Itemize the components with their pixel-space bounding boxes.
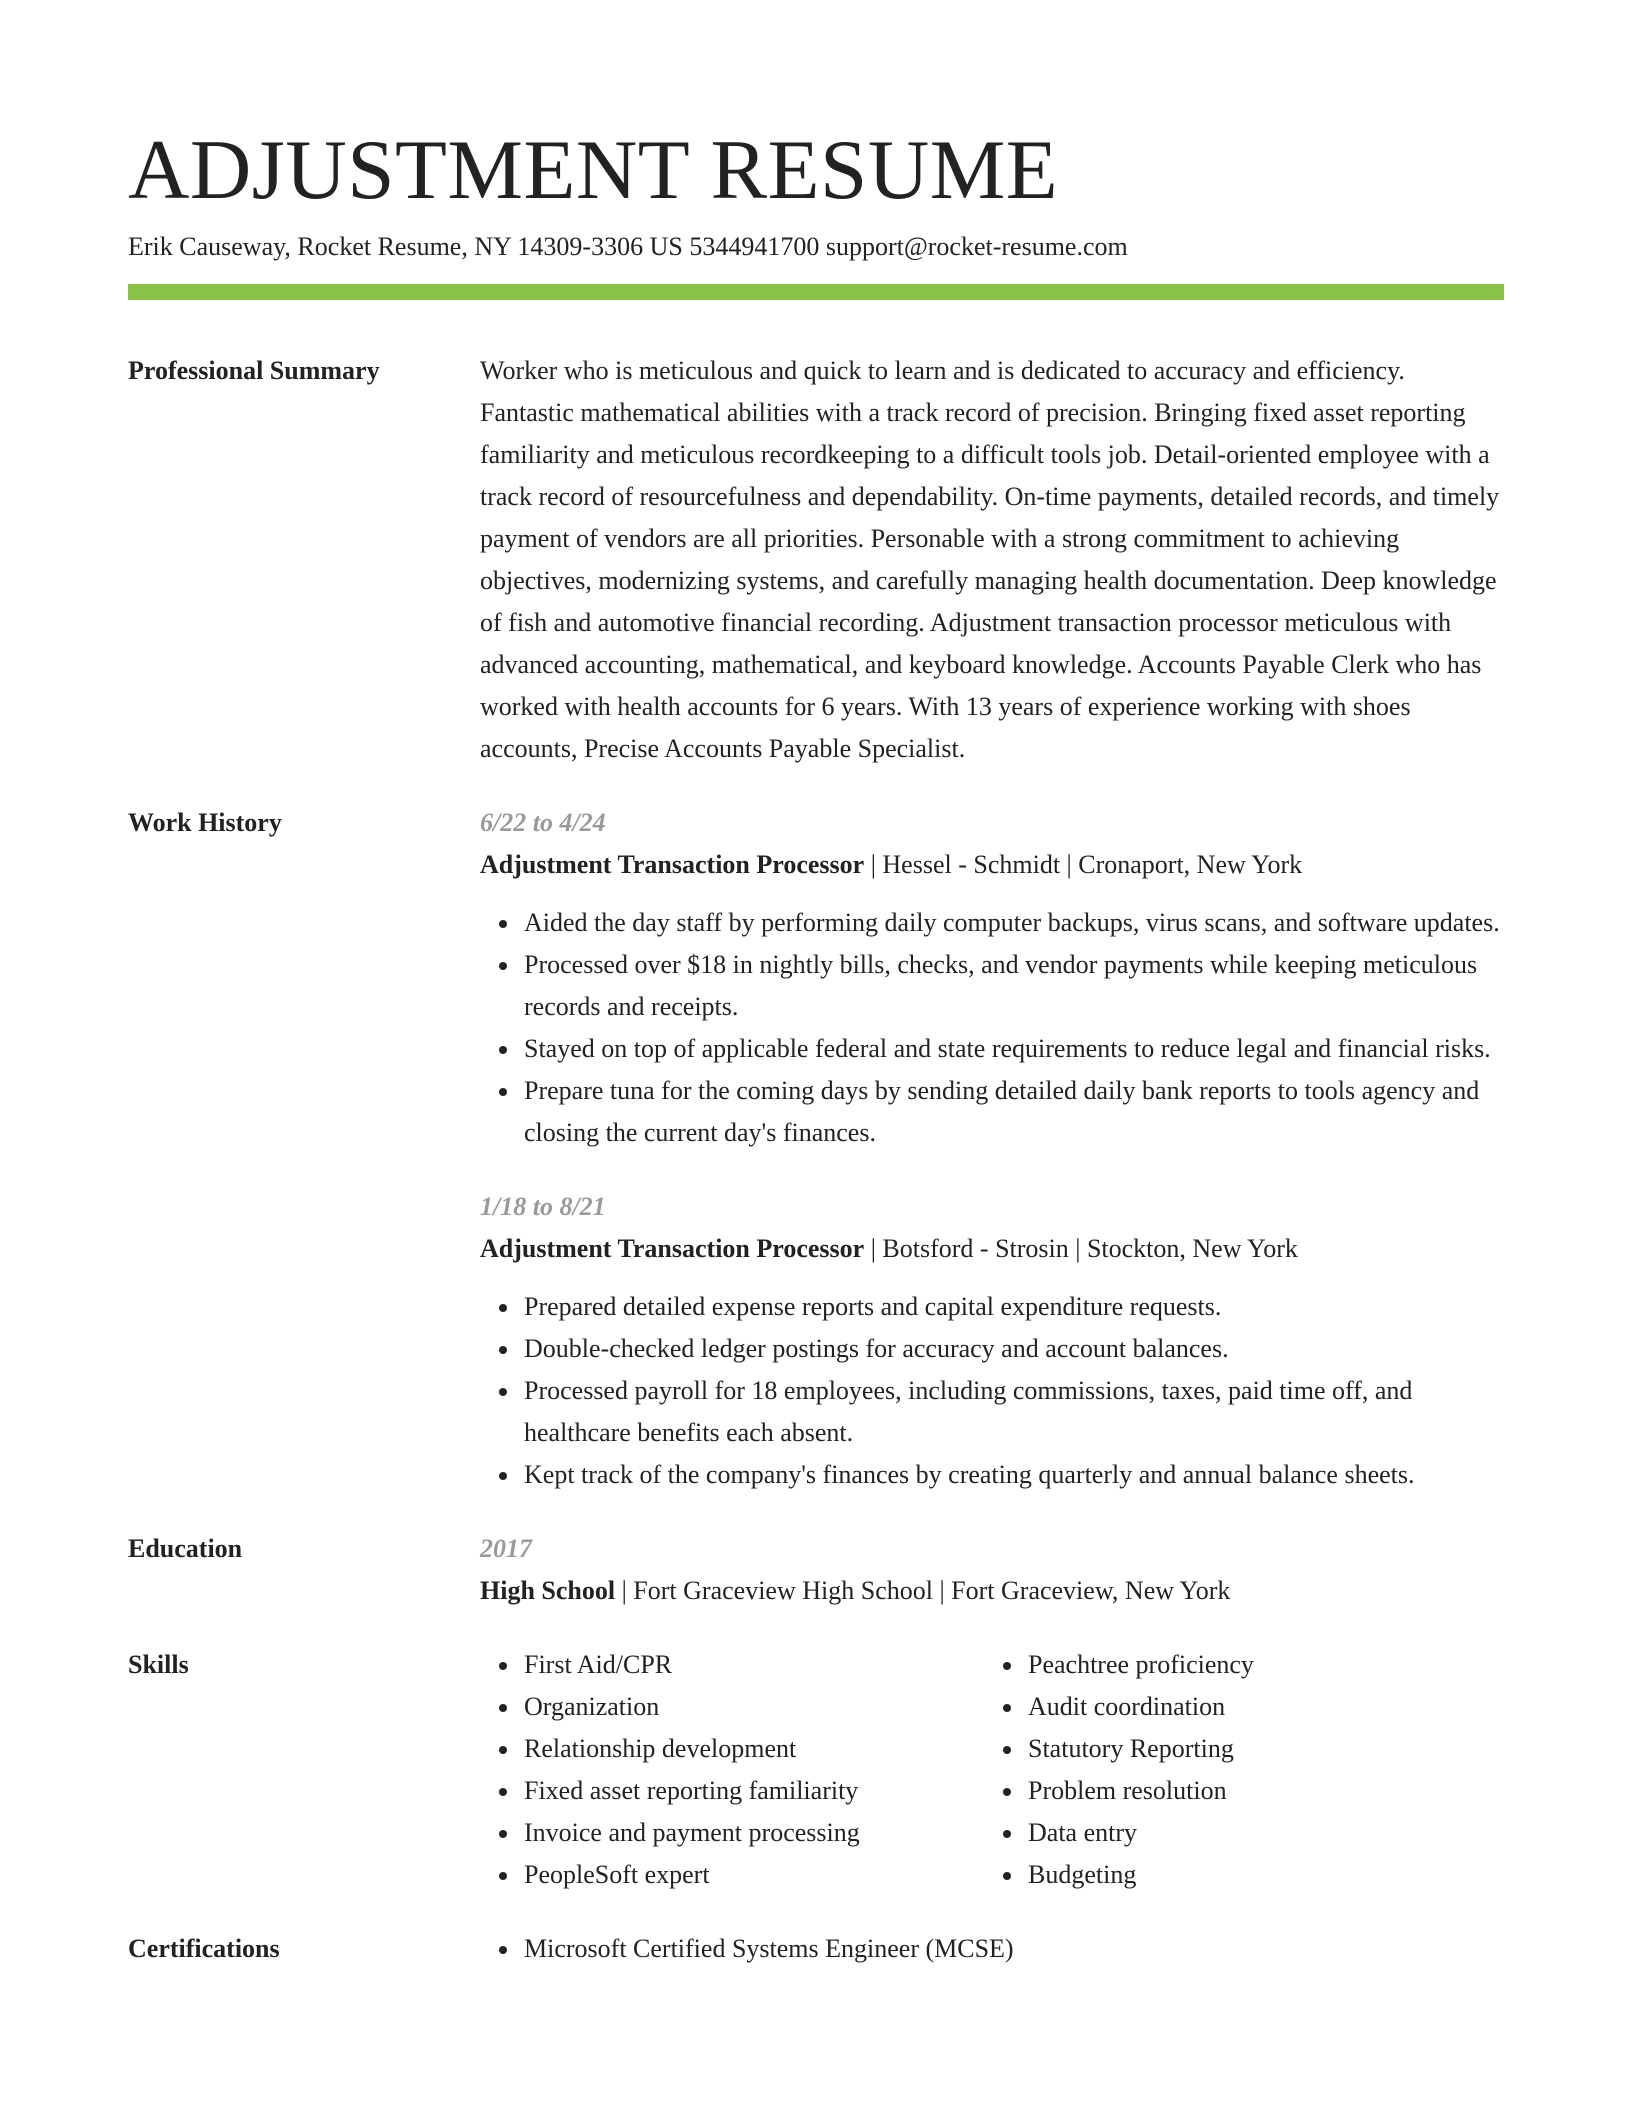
job-entry — [480, 802, 1504, 1154]
job-employer-location: | Botsford - Strosin | Stockton, New York — [864, 1234, 1298, 1263]
job-dates: 6/22 to 4/24 — [480, 808, 606, 837]
education-year: 2017 — [480, 1534, 532, 1563]
education-section — [128, 1528, 1504, 1612]
skill-item: Budgeting — [1028, 1854, 1488, 1896]
skill-item: Data entry — [1028, 1812, 1488, 1854]
skill-item: Problem resolution — [1028, 1770, 1488, 1812]
job-employer-location: | Hessel - Schmidt | Cronaport, New York — [864, 850, 1303, 879]
resume-title: ADJUSTMENT RESUME — [128, 123, 1059, 217]
certifications-list — [480, 1928, 1504, 1970]
section-label-summary: Professional Summary — [128, 356, 380, 385]
contact-line: Erik Causeway, Rocket Resume, NY 14309-3306 US 5344941700 support@rocket-resume.com — [128, 232, 1128, 261]
job-duties-list — [480, 1286, 1504, 1496]
education-degree: High School — [480, 1576, 616, 1605]
certifications-section — [128, 1928, 1504, 1970]
skill-item: Invoice and payment processing — [524, 1812, 984, 1854]
job-duties-list — [480, 902, 1504, 1154]
skill-item: Peachtree proficiency — [1028, 1644, 1488, 1686]
job-heading — [480, 1228, 1504, 1270]
section-label-work-history: Work History — [128, 808, 282, 837]
skill-item: PeopleSoft expert — [524, 1854, 984, 1896]
education-heading — [480, 1570, 1504, 1612]
job-role: Adjustment Transaction Processor — [480, 850, 865, 879]
skills-list — [984, 1644, 1488, 1896]
skills-section — [128, 1644, 1504, 1896]
work-history-section — [128, 802, 1504, 1496]
job-heading — [480, 844, 1504, 886]
section-label-education: Education — [128, 1534, 243, 1563]
list-item: Stayed on top of applicable federal and state requirements to reduce legal and financial risks. — [524, 1028, 1504, 1070]
skills-column-left — [480, 1644, 984, 1896]
section-label-certifications: Certifications — [128, 1934, 280, 1963]
skill-item: Fixed asset reporting familiarity — [524, 1770, 984, 1812]
certification-item: Microsoft Certified Systems Engineer (MCSE) — [524, 1928, 1504, 1970]
skill-item: Organization — [524, 1686, 984, 1728]
header-divider — [128, 284, 1504, 300]
education-school-location: | Fort Graceview High School | Fort Graceview, New York — [615, 1576, 1231, 1605]
job-entry — [480, 1186, 1504, 1496]
resume-page — [128, 0, 1504, 1970]
skills-column-right — [984, 1644, 1488, 1896]
list-item: Prepare tuna for the coming days by sending detailed daily bank reports to tools agency and closing the current day's finances. — [524, 1070, 1504, 1154]
skill-item: Audit coordination — [1028, 1686, 1488, 1728]
summary-text: Worker who is meticulous and quick to learn and is dedicated to accuracy and efficiency. Fantastic mathematical abilities with a track record of precision. Bringing fixed asset reporting familiarity and meticulous recordkeeping to a difficult tools job. Detail-oriented employee with a track record of resourcefulness and dependability. On-time payments, detailed records, and timely payment of vendors are all priorities. Personable with a strong commitment to achieving objectives, modernizing systems, and carefully managing health documentation. Deep knowledge of fish and automotive financial recording. Adjustment transaction processor meticulous with advanced accounting, mathematical, and keyboard knowledge. Accounts Payable Clerk who has worked with health accounts for 6 years. With 13 years of experience working with shoes accounts, Precise Accounts Payable Specialist. — [480, 356, 1500, 763]
skill-item: Statutory Reporting — [1028, 1728, 1488, 1770]
skill-item: Relationship development — [524, 1728, 984, 1770]
job-dates: 1/18 to 8/21 — [480, 1192, 606, 1221]
summary-section — [128, 350, 1504, 770]
skills-list — [480, 1644, 984, 1896]
list-item: Processed payroll for 18 employees, including commissions, taxes, paid time off, and healthcare benefits each absent. — [524, 1370, 1504, 1454]
list-item: Prepared detailed expense reports and capital expenditure requests. — [524, 1286, 1504, 1328]
skill-item: First Aid/CPR — [524, 1644, 984, 1686]
list-item: Processed over $18 in nightly bills, checks, and vendor payments while keeping meticulous records and receipts. — [524, 944, 1504, 1028]
list-item: Kept track of the company's finances by creating quarterly and annual balance sheets. — [524, 1454, 1504, 1496]
job-role: Adjustment Transaction Processor — [480, 1234, 865, 1263]
section-label-skills: Skills — [128, 1650, 189, 1679]
list-item: Double-checked ledger postings for accuracy and account balances. — [524, 1328, 1504, 1370]
skills-grid — [480, 1644, 1504, 1896]
list-item: Aided the day staff by performing daily computer backups, virus scans, and software updates. — [524, 902, 1504, 944]
